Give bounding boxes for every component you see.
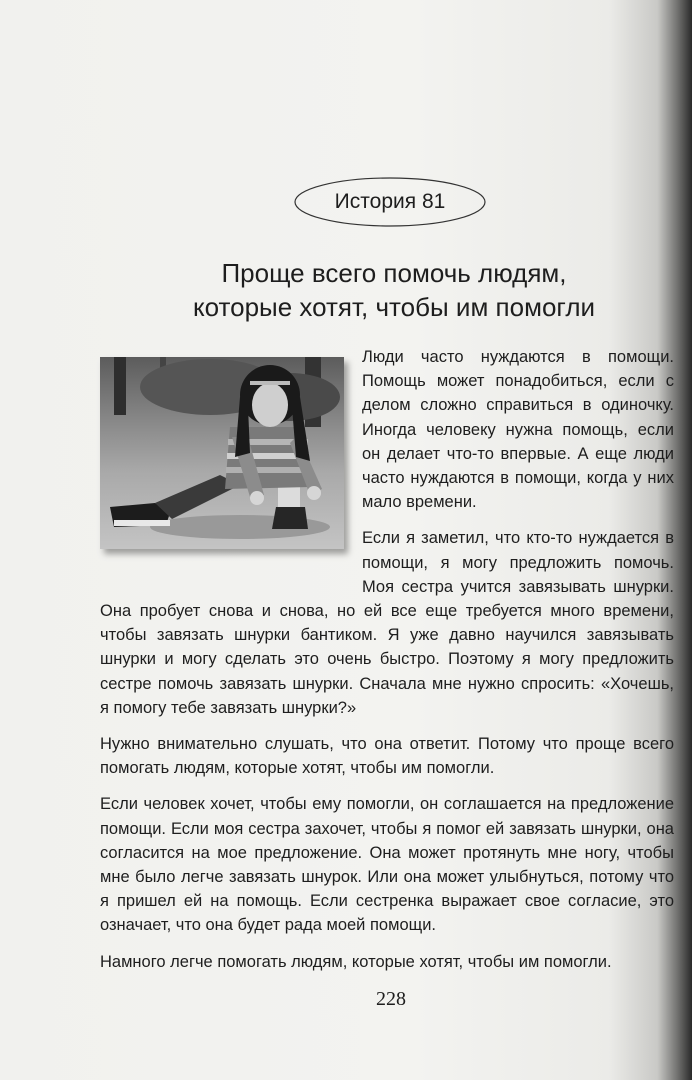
paragraph-3: Нужно внимательно слушать, что она ответит. Потому что проще всего помогать людям, которые хотят, чтобы им помогли. [100, 735, 674, 778]
paragraph-1: Люди часто нуждаются в помощи. Помощь может понадобиться, если с делом сложно справиться в одиночку. Иногда человеку нужна помощь, если он делает что-то впервые. А еще люди часто нуждаются в помощи, когда у них мало времени. [362, 348, 674, 512]
story-body [100, 345, 674, 986]
story-number-label: История 81 [334, 190, 446, 213]
photo-float-spacer [100, 345, 362, 595]
paragraph-4: Если человек хочет, чтобы ему помогли, он соглашается на предложение помощи. Если моя сестра захочет, чтобы я помог ей завязать шнурки, она согласится на мое предложение. Она может протянуть мне ногу, чтобы мне было легче завязать шнурок. Или она может улыбнуться, потому что я пришел ей на помощь. Если сестренка выражает свое согласие, это означает, что она будет рада моей помощи. [100, 795, 674, 935]
paragraph-5: Намного легче помогать людям, которые хотят, чтобы им помогли. [100, 952, 612, 971]
story-number-badge [292, 175, 488, 229]
story-title-line-2: которые хотят, чтобы им помогли [192, 292, 596, 322]
paragraph-2: Если я заметил, что кто-то нуждается в помощи, я могу предложить помочь. Моя сестра учится завязывать шнурки. Она пробует снова и снова, но ей все еще требуется много времени, чтобы завязать шнурки бантиком. Я уже давно научился завязывать шнурки и могу сделать это очень быстро. Поэтому я могу предложить сестре помочь завязать шнурки. Сначала мне нужно спросить: «Хочешь, я помогу тебе завязать шнурки?» [100, 529, 674, 717]
story-title [110, 256, 678, 324]
story-title-line-1: Проще всего помочь людям, [221, 258, 567, 288]
page-number: 228 [376, 988, 406, 1010]
